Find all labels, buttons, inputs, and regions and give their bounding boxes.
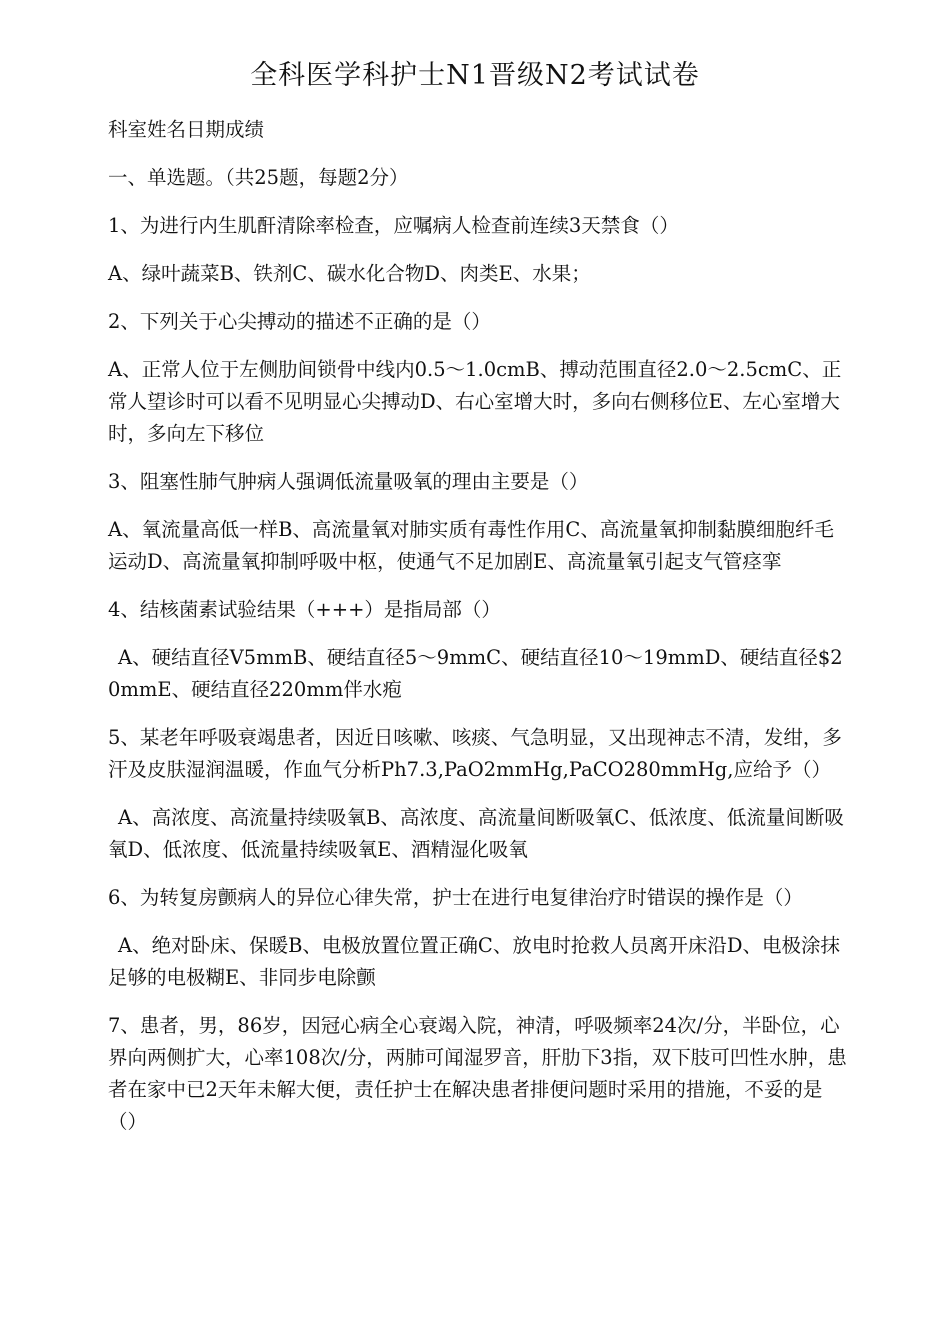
question-stem: 5、某老年呼吸衰竭患者，因近日咳嗽、咳痰、气急明显，又出现神志不清，发绀，多汗及皮肤湿润温暖，作血气分析Ph7.3,PaO2mmHg,PaCO280mmHg,应给予（） bbox=[108, 726, 842, 781]
question-stem: 3、阻塞性肺气肿病人强调低流量吸氧的理由主要是（） bbox=[108, 470, 589, 493]
document-body bbox=[108, 114, 848, 1154]
question-options: A、硬结直径V5mmB、硬结直径5〜9mmC、硬结直径10〜19mmD、硬结直径$20mmE、硬结直径220mm伴水疱 bbox=[108, 646, 843, 701]
question-stem: 4、结核菌素试验结果（+++）是指局部（） bbox=[108, 598, 501, 621]
question-options: A、氧流量高低一样B、高流量氧对肺实质有毒性作用C、高流量氧抑制黏膜细胞纤毛运动D、高流量氧抑制呼吸中枢，使通气不足加剧E、高流量氧引起支气管痉挛 bbox=[108, 518, 834, 573]
question-stem: 7、患者，男，86岁，因冠心病全心衰竭入院，神清，呼吸频率24次/分，半卧位，心界向两侧扩大，心率108次/分，两肺可闻湿罗音，肝肋下3指，双下肢可凹性水肿，患者在家中已2天年未解大便，责任护士在解决患者排便问题时采用的措施，不妥的是（） bbox=[108, 1014, 847, 1133]
question-stem: 1、为进行内生肌酐清除率检查，应嘱病人检查前连续3天禁食（） bbox=[108, 214, 679, 237]
header-line: 科室姓名日期成绩 bbox=[108, 118, 265, 141]
question-options: A、绝对卧床、保暖B、电极放置位置正确C、放电时抢救人员离开床沿D、电极涂抹足够的电极糊E、非同步电除颤 bbox=[108, 934, 840, 989]
question-options: A、正常人位于左侧肋间锁骨中线内0.5〜1.0cmB、搏动范围直径2.0〜2.5cmC、正常人望诊时可以看不见明显心尖搏动D、右心室增大时，多向右侧移位E、左心室增大时，多向左下移位 bbox=[108, 358, 842, 445]
question-stem: 6、为转复房颤病人的异位心律失常，护士在进行电复律治疗时错误的操作是（） bbox=[108, 886, 803, 909]
question-stem: 2、下列关于心尖搏动的描述不正确的是（） bbox=[108, 310, 491, 333]
question-options: A、绿叶蔬菜B、铁剂C、碳水化合物D、肉类E、水果； bbox=[108, 262, 591, 285]
section-heading: 一、单选题。（共25题，每题2分） bbox=[108, 166, 409, 189]
question-options: A、高浓度、高流量持续吸氧B、高浓度、高流量间断吸氧C、低浓度、低流量间断吸氧D、低浓度、低流量持续吸氧E、酒精湿化吸氧 bbox=[108, 806, 844, 861]
document-title: 全科医学科护士N1晋级N2考试试卷 bbox=[250, 60, 700, 91]
